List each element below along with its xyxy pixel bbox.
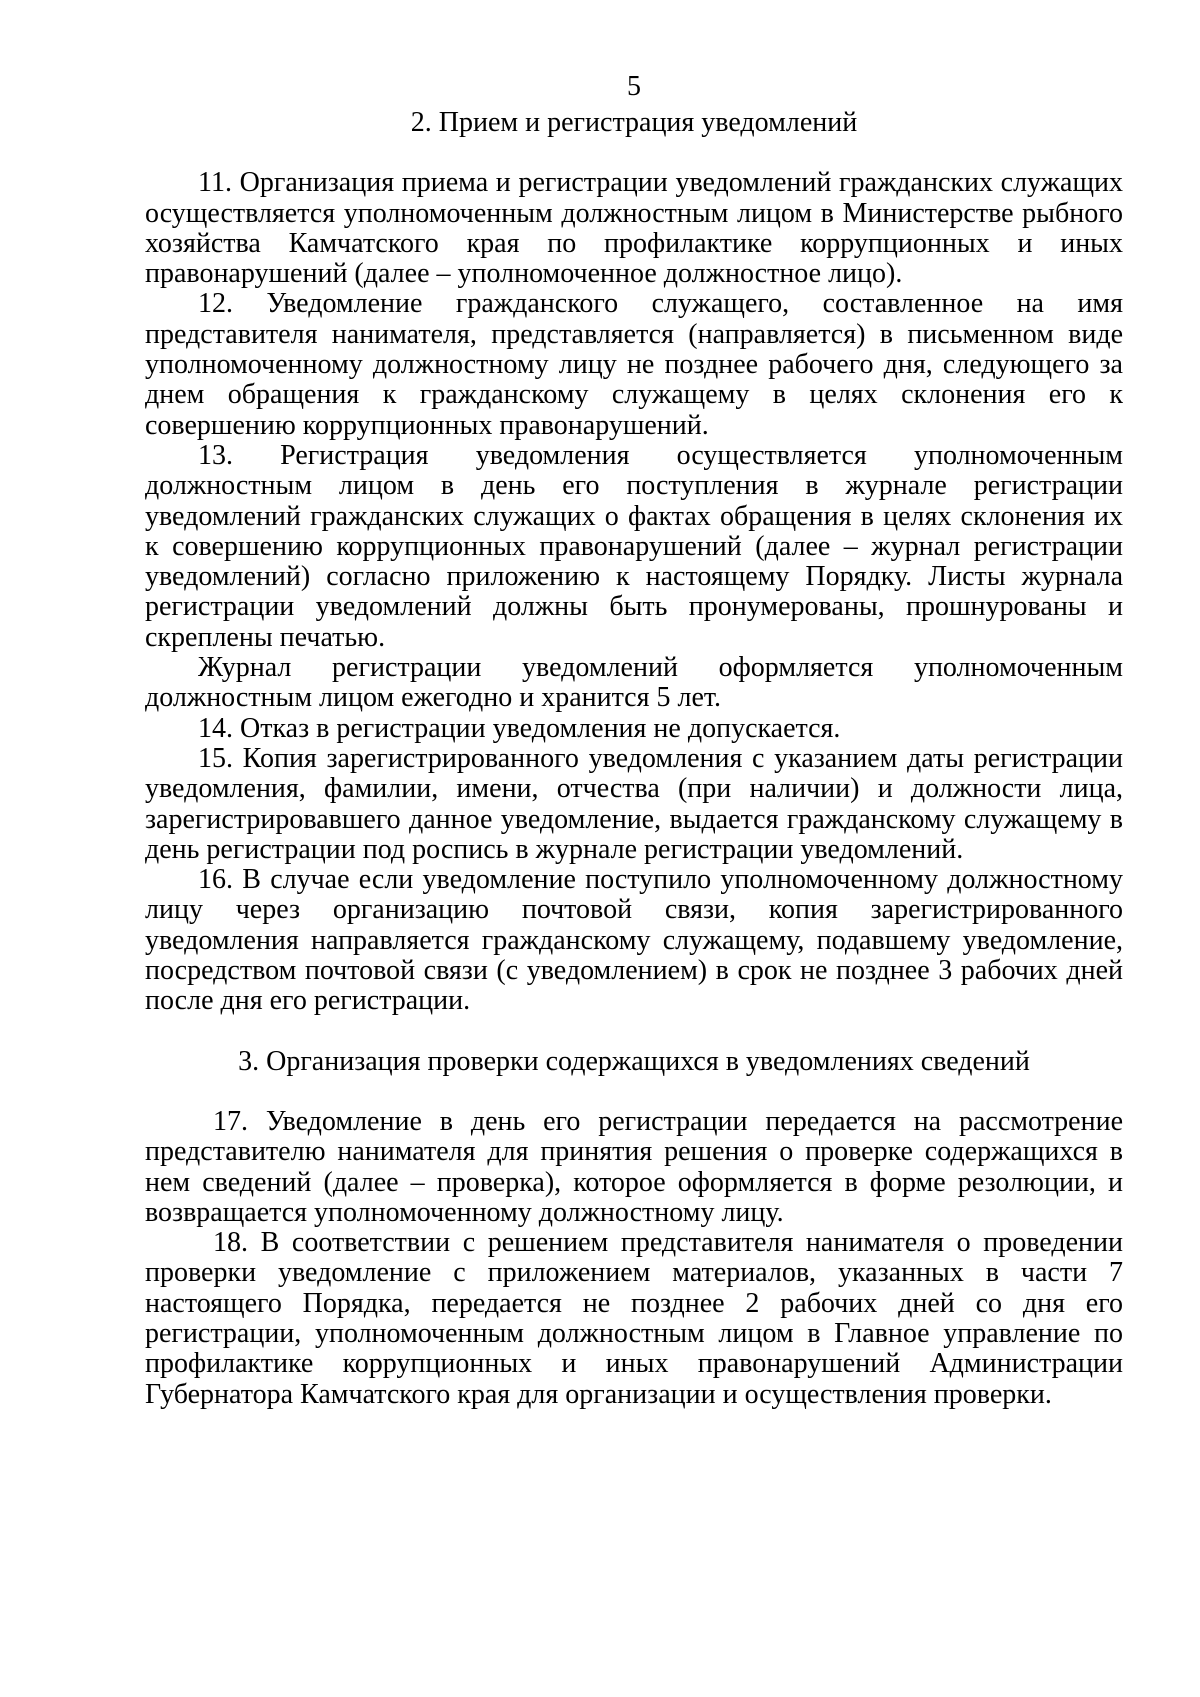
paragraph-17: 17. Уведомление в день его регистрации передается на рассмотрение представителю нанимателя для принятия решения о проверке содержащихся в нем сведений (далее – проверка), которое оформляется в форме резолюции, и возвращается уполномоченному должностному лицу. [145, 1105, 1123, 1228]
paragraph-13-journal: Журнал регистрации уведомлений оформляется уполномоченным должностным лицом ежегодно и хранится 5 лет. [145, 652, 1123, 714]
paragraph-11: 11. Организация приема и регистрации уведомлений гражданских служащих осуществляется уполномоченным должностным лицом в Министерстве рыбного хозяйства Камчатского края по профилактике коррупционных и иных правонарушений (далее – уполномоченное должностное лицо). [145, 167, 1123, 290]
paragraph-14: 14. Отказ в регистрации уведомления не допускается. [198, 712, 841, 744]
paragraph-13: 13. Регистрация уведомления осуществляется уполномоченным должностным лицом в день его поступления в журнале регистрации уведомлений гражданских служащих о фактах обращения в целях склонения их к совершению коррупционных правонарушений (далее – журнал регистрации уведомлений) согласно приложению к настоящему Порядку. Листы журнала регистрации уведомлений должны быть пронумерованы, прошнурованы и скреплены печатью. [145, 439, 1123, 653]
paragraph-16: 16. В случае если уведомление поступило уполномоченному должностному лицу через организацию почтовой связи, копия зарегистрированного уведомления направляется гражданскому служащему, подавшему уведомление, посредством почтовой связи (с уведомлением) в срок не позднее 3 рабочих дней после дня его регистрации. [145, 864, 1123, 1017]
paragraph-15: 15. Копия зарегистрированного уведомления с указанием даты регистрации уведомления, фамилии, имени, отчества (при наличии) и должности лица, зарегистрировавшего данное уведомление, выдается гражданскому служащему в день регистрации под роспись в журнале регистрации уведомлений. [145, 742, 1123, 865]
section-2-title: 2. Прием и регистрация уведомлений [410, 107, 858, 138]
paragraph-18: 18. В соответствии с решением представителя нанимателя о проведении проверки уведомление с приложением материалов, указанных в части 7 настоящего Порядка, передается не позднее 2 рабочих дней со дня его регистрации, уполномоченным должностным лицом в Главное управление по профилактике коррупционных и иных правонарушений Администрации Губернатора Камчатского края для организации и осуществления проверки. [145, 1227, 1123, 1410]
paragraph-12: 12. Уведомление гражданского служащего, составленное на имя представителя нанимателя, представляется (направляется) в письменном виде уполномоченному должностному лицу не позднее рабочего дня, следующего за днем обращения к гражданскому служащему в целях склонения его к совершению коррупционных правонарушений. [145, 288, 1123, 441]
page-content [145, 72, 1123, 1410]
section-3-title: 3. Организация проверки содержащихся в уведомлениях сведений [238, 1045, 1030, 1077]
page-number: 5 [627, 71, 641, 102]
